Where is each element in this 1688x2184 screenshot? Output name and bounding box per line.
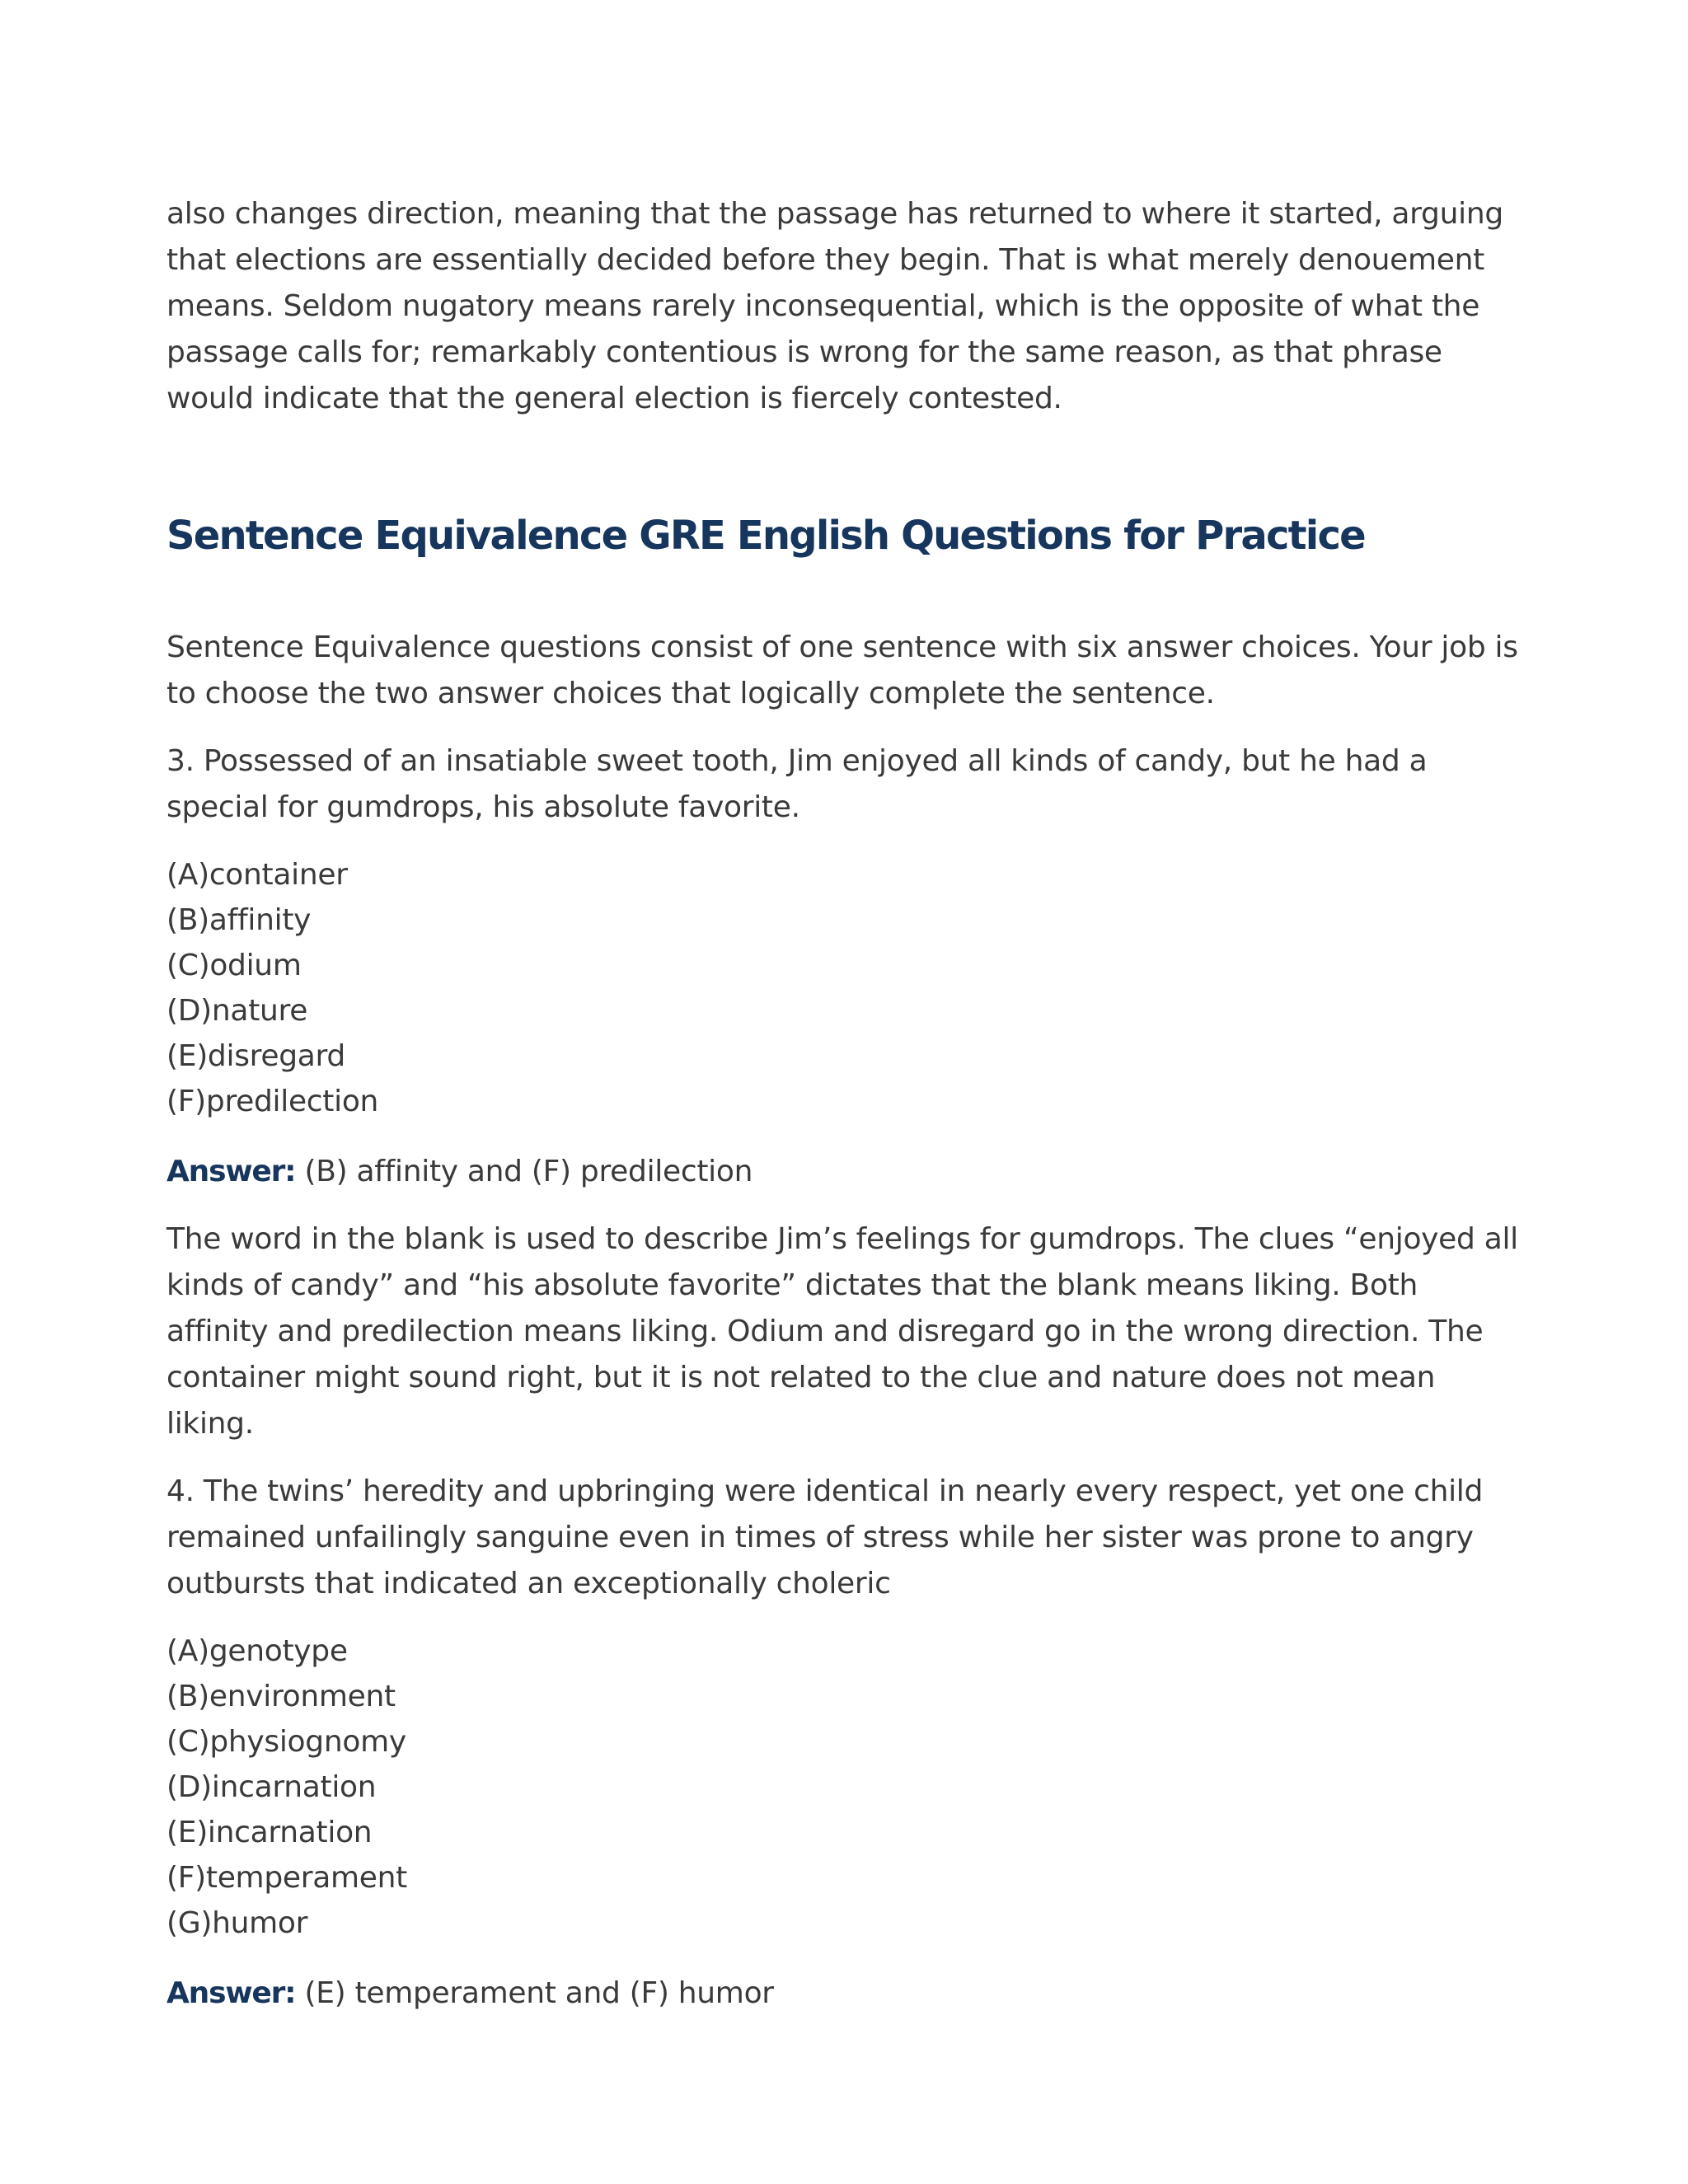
option-item: (F)temperament	[166, 1861, 407, 1895]
document-page	[166, 191, 1518, 2017]
answer-label: Answer:	[166, 1976, 296, 2010]
question-3-answer	[166, 1149, 1518, 1195]
answer-text: (E) temperament and (F) humor	[295, 1976, 774, 2010]
answer-text: (B) affinity and (F) predilection	[295, 1155, 753, 1188]
answer-label: Answer:	[166, 1155, 296, 1188]
section-heading: Sentence Equivalence GRE English Questions for Practice	[166, 513, 1365, 559]
section-description: Sentence Equivalence questions consist of one sentence with six answer choices. Your job is to choose the two answer choices that logically complete the sentence.	[166, 630, 1518, 710]
intro-paragraph: also changes direction, meaning that the passage has returned to where it started, arguing that elections are essentially decided before they begin. That is what merely denouement means. Seldom nugatory means rarely inconsequential, which is the opposite of what the passage calls for; remarkably contentious is wrong for the same reason, as that phrase would indicate that the general election is fiercely contested.	[166, 197, 1503, 415]
question-4-answer	[166, 1971, 1518, 2017]
option-item: (D)incarnation	[166, 1770, 377, 1804]
question-3-options	[166, 852, 1518, 1124]
option-item: (D)nature	[166, 994, 308, 1028]
option-item: (A)container	[166, 858, 348, 892]
option-item: (G)humor	[166, 1906, 308, 1940]
option-item: (C)odium	[166, 949, 302, 982]
question-4-prompt: 4. The twins’ heredity and upbringing were identical in nearly every respect, yet one child remained unfailingly sanguine even in times of stress while her sister was prone to angry outbursts that indicated an exceptionally choleric	[166, 1474, 1484, 1601]
option-item: (B)affinity	[166, 903, 312, 937]
option-item: (F)predilection	[166, 1085, 379, 1118]
question-4-options	[166, 1629, 1518, 1946]
question-3-explanation: The word in the blank is used to describe Jim’s feelings for gumdrops. The clues “enjoyed all kinds of candy” and “his absolute favorite” dictates that the blank means liking. Both affinity and predilection means liking. Odium and disregard go in the wrong direction. The container might sound right, but it is not related to the clue and nature does not mean liking.	[166, 1222, 1518, 1441]
option-item: (A)genotype	[166, 1634, 348, 1668]
option-item: (C)physiognomy	[166, 1725, 406, 1759]
option-item: (E)disregard	[166, 1039, 345, 1073]
question-3-prompt: 3. Possessed of an insatiable sweet tooth, Jim enjoyed all kinds of candy, but he had a special for gumdrops, his absolute favorite.	[166, 744, 1428, 824]
option-item: (E)incarnation	[166, 1816, 373, 1849]
option-item: (B)environment	[166, 1680, 396, 1713]
